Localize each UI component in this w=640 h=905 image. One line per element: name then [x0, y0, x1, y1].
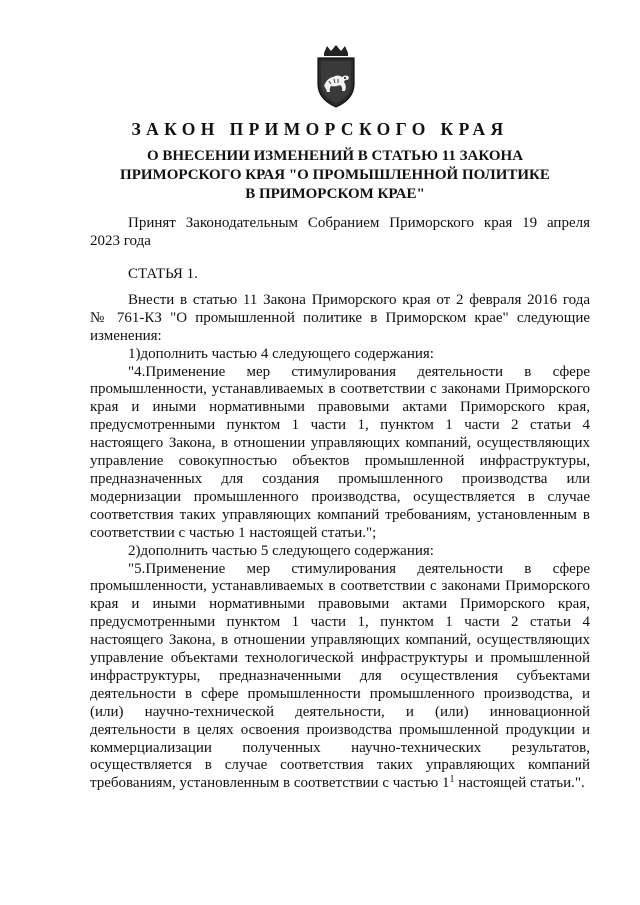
item-2-tail: настоящей статьи.".: [454, 775, 585, 792]
article-intro: Внести в статью 11 Закона Приморского края от 2 февраля 2016 года: [128, 291, 590, 308]
spacer: [90, 284, 590, 292]
subtitle-line: ПРИМОРСКОГО КРАЯ "О ПРОМЫШЛЕННОЙ ПОЛИТИКЕ: [120, 167, 550, 183]
item-1-text: "4.Применение мер стимулирования деятельности в сфере промышленности, устанавливаемых в соответствии с законами Приморского края и иными нормативными правовыми актами Приморского края, предусмотренными пунктом 1 части 1, пунктом 1 части 2 статьи 4 настоящего Закона, в отношении управляющих компаний, осуществляющих управление совокупностью объектов промышленной инфраструктуры, предназначенных для создания промышленного производства или модернизации промышленного производства, осуществляется в случае соответствия таких управляющих компаний требованиям, установленным в соответствии с частью 1 настоящей статьи.";: [90, 363, 590, 541]
subtitle-line: О ВНЕСЕНИИ ИЗМЕНЕНИЙ В СТАТЬЮ 11 ЗАКОНА: [146, 148, 524, 164]
article-body: [90, 266, 590, 793]
adoption-note: [90, 214, 590, 250]
adoption-line: Принят Законодательным Собранием Приморского края 19 апреля: [128, 215, 590, 231]
item-2-text: [90, 561, 590, 794]
coat-of-arms-tiger-icon: [311, 44, 361, 110]
adoption-line: 2023 года: [90, 233, 151, 249]
subtitle-line: В ПРИМОРСКОМ КРАЕ": [245, 186, 425, 202]
law-subtitle: [120, 147, 550, 204]
item-1-label: 1)дополнить частью 4 следующего содержания:: [128, 345, 434, 362]
law-title: ЗАКОН ПРИМОРСКОГО КРАЯ: [131, 119, 509, 139]
item-2-label: 2)дополнить частью 5 следующего содержания:: [128, 542, 434, 559]
article-intro: № 761-КЗ "О промышленной политике в Приморском крае" следующие: [90, 309, 590, 326]
article-heading: СТАТЬЯ 1.: [128, 266, 198, 282]
superscript-index: 1: [449, 774, 455, 786]
item-2-body: "5.Применение мер стимулирования деятельности в сфере промышленности, устанавливаемых в соответствии с законами Приморского края и иными нормативными правовыми актами Приморского края, предусмотренными пунктом 1 части 1, пунктом 1 части 2 статьи 4 настоящего Закона, в отношении управляющих компаний, осуществляющих управление объектами технологической инфраструктуры и промышленной инфраструктуры, предназначенными для осуществления субъектами деятельности в сфере промышленности промышленного производства, и (или) научно-технической деятельности, и (или) инновационной деятельности в целях освоения производства промышленной продукции и коммерциализации полученных научно-технических результатов, осуществляется в случае соответствия таких управляющих компаний требованиям, установленным в соответствии с частью 1: [90, 560, 590, 792]
article-intro: изменения:: [90, 327, 162, 344]
